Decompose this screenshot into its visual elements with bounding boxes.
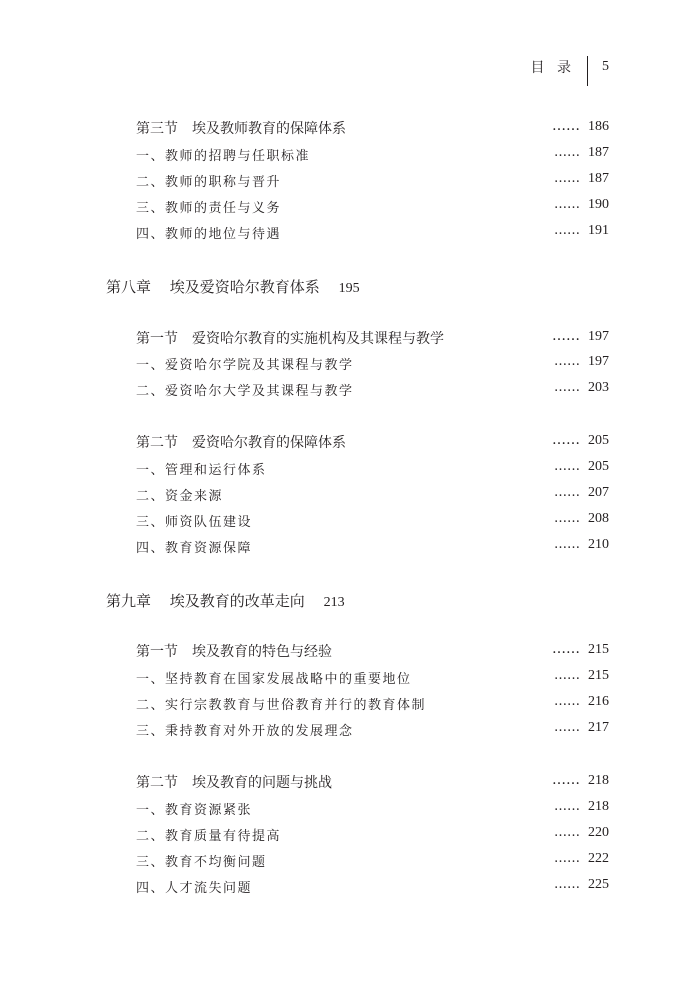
item-page-ref xyxy=(554,694,609,713)
section-page-ref xyxy=(552,432,609,452)
section-heading xyxy=(136,772,332,792)
item-page-ref xyxy=(554,197,609,216)
section-page: 218 xyxy=(588,773,609,788)
leader-dots: …… xyxy=(554,668,580,683)
item-title: 四、人才流失问题 xyxy=(136,881,253,896)
section-heading xyxy=(136,118,346,138)
toc-item[interactable] xyxy=(136,380,609,399)
toc-section[interactable] xyxy=(136,641,609,661)
leader-dots: …… xyxy=(554,511,580,526)
section-title: 埃及教师教育的保障体系 xyxy=(192,121,346,137)
chapter-title: 埃及教育的改革走向 xyxy=(169,592,305,610)
toc-item[interactable] xyxy=(136,485,609,504)
item-page: 197 xyxy=(588,354,609,369)
section-page: 197 xyxy=(588,329,609,344)
item-page: 216 xyxy=(588,694,609,709)
leader-dots: …… xyxy=(552,432,580,448)
section-page-ref xyxy=(552,118,609,138)
leader-dots: …… xyxy=(554,354,580,369)
item-title: 三、师资队伍建设 xyxy=(136,515,253,530)
toc-item[interactable] xyxy=(136,668,609,687)
section-heading xyxy=(136,432,346,452)
section-page-ref xyxy=(552,328,609,348)
item-title: 四、教育资源保障 xyxy=(136,541,253,556)
toc-item[interactable] xyxy=(136,197,609,216)
toc-item[interactable] xyxy=(136,459,609,478)
section-page: 215 xyxy=(588,642,609,657)
section-label: 第二节 xyxy=(136,435,178,451)
chapter-label: 第九章 xyxy=(106,592,152,610)
section-label: 第一节 xyxy=(136,644,178,660)
leader-dots: …… xyxy=(554,197,580,212)
item-title: 二、教师的职称与晋升 xyxy=(136,175,282,190)
header-title: 目 录 xyxy=(530,60,575,76)
leader-dots: …… xyxy=(554,851,580,866)
item-page: 220 xyxy=(588,825,609,840)
section-title: 埃及教育的特色与经验 xyxy=(192,644,332,660)
leader-dots: …… xyxy=(552,641,580,657)
toc-item[interactable] xyxy=(136,223,609,242)
leader-dots: …… xyxy=(554,799,580,814)
leader-dots: …… xyxy=(554,825,580,840)
toc-chapter[interactable] xyxy=(106,276,360,297)
item-page-ref xyxy=(554,851,609,870)
leader-dots: …… xyxy=(554,485,580,500)
toc-item[interactable] xyxy=(136,537,609,556)
toc-item[interactable] xyxy=(136,694,609,713)
section-page: 205 xyxy=(588,433,609,448)
item-title: 二、实行宗教教育与世俗教育并行的教育体制 xyxy=(136,698,427,713)
item-page: 208 xyxy=(588,511,609,526)
item-page: 225 xyxy=(588,877,609,892)
toc-item[interactable] xyxy=(136,511,609,530)
toc-item[interactable] xyxy=(136,145,609,164)
item-page-ref xyxy=(554,223,609,242)
toc-item[interactable] xyxy=(136,354,609,373)
toc-item[interactable] xyxy=(136,825,609,844)
item-title: 三、秉持教育对外开放的发展理念 xyxy=(136,724,354,739)
section-label: 第一节 xyxy=(136,331,178,347)
item-page: 218 xyxy=(588,799,609,814)
item-page-ref xyxy=(554,145,609,164)
item-page-ref xyxy=(554,799,609,818)
section-heading xyxy=(136,328,444,348)
item-page-ref xyxy=(554,825,609,844)
item-page-ref xyxy=(554,354,609,373)
leader-dots: …… xyxy=(554,459,580,474)
leader-dots: …… xyxy=(552,328,580,344)
chapter-title: 埃及爱资哈尔教育体系 xyxy=(169,278,320,296)
leader-dots: …… xyxy=(554,694,580,709)
item-title: 一、爱资哈尔学院及其课程与教学 xyxy=(136,358,354,373)
item-title: 一、教育资源紧张 xyxy=(136,803,253,818)
item-title: 一、管理和运行体系 xyxy=(136,463,267,478)
section-label: 第三节 xyxy=(136,121,178,137)
leader-dots: …… xyxy=(554,537,580,552)
item-title: 二、爱资哈尔大学及其课程与教学 xyxy=(136,384,354,399)
toc-item[interactable] xyxy=(136,877,609,896)
item-page: 190 xyxy=(588,197,609,212)
item-page-ref xyxy=(554,380,609,399)
leader-dots: …… xyxy=(554,877,580,892)
item-page-ref xyxy=(554,171,609,190)
item-title: 四、教师的地位与待遇 xyxy=(136,227,282,242)
page-number: 5 xyxy=(602,59,609,74)
item-page-ref xyxy=(554,877,609,896)
section-title: 爱资哈尔教育的保障体系 xyxy=(192,435,346,451)
item-page: 187 xyxy=(588,171,609,186)
item-title: 二、教育质量有待提高 xyxy=(136,829,282,844)
item-page-ref xyxy=(554,537,609,556)
running-header xyxy=(531,48,609,86)
item-page-ref xyxy=(554,668,609,687)
toc-item[interactable] xyxy=(136,720,609,739)
section-label: 第二节 xyxy=(136,775,178,791)
item-page-ref xyxy=(554,511,609,530)
item-page-ref xyxy=(554,459,609,478)
leader-dots: …… xyxy=(554,171,580,186)
toc-section[interactable] xyxy=(136,432,609,452)
toc-section[interactable] xyxy=(136,328,609,348)
leader-dots: …… xyxy=(552,772,580,788)
item-title: 一、坚持教育在国家发展战略中的重要地位 xyxy=(136,672,412,687)
chapter-page: 213 xyxy=(323,595,345,610)
toc-section[interactable] xyxy=(136,772,609,792)
section-page-ref xyxy=(552,641,609,661)
section-title: 埃及教育的问题与挑战 xyxy=(192,775,332,791)
item-page: 222 xyxy=(588,851,609,866)
item-page-ref xyxy=(554,485,609,504)
item-title: 一、教师的招聘与任职标准 xyxy=(136,149,311,164)
leader-dots: …… xyxy=(554,720,580,735)
section-title: 爱资哈尔教育的实施机构及其课程与教学 xyxy=(192,331,444,347)
toc-item[interactable] xyxy=(136,799,609,818)
item-page: 187 xyxy=(588,145,609,160)
toc-section[interactable] xyxy=(136,118,609,138)
leader-dots: …… xyxy=(554,145,580,160)
item-title: 三、教育不均衡问题 xyxy=(136,855,267,870)
item-page: 217 xyxy=(588,720,609,735)
toc-item[interactable] xyxy=(136,171,609,190)
item-page: 215 xyxy=(588,668,609,683)
toc-chapter[interactable] xyxy=(106,590,345,611)
header-divider xyxy=(587,56,588,86)
item-title: 二、资金来源 xyxy=(136,489,224,504)
item-page: 205 xyxy=(588,459,609,474)
chapter-page: 195 xyxy=(338,281,360,296)
item-page: 207 xyxy=(588,485,609,500)
chapter-label: 第八章 xyxy=(106,278,152,296)
leader-dots: …… xyxy=(554,380,580,395)
item-page: 210 xyxy=(588,537,609,552)
item-page: 191 xyxy=(588,223,609,238)
section-heading xyxy=(136,641,332,661)
item-title: 三、教师的责任与义务 xyxy=(136,201,282,216)
toc-item[interactable] xyxy=(136,851,609,870)
leader-dots: …… xyxy=(552,118,580,134)
item-page: 203 xyxy=(588,380,609,395)
leader-dots: …… xyxy=(554,223,580,238)
section-page-ref xyxy=(552,772,609,792)
item-page-ref xyxy=(554,720,609,739)
section-page: 186 xyxy=(588,119,609,134)
